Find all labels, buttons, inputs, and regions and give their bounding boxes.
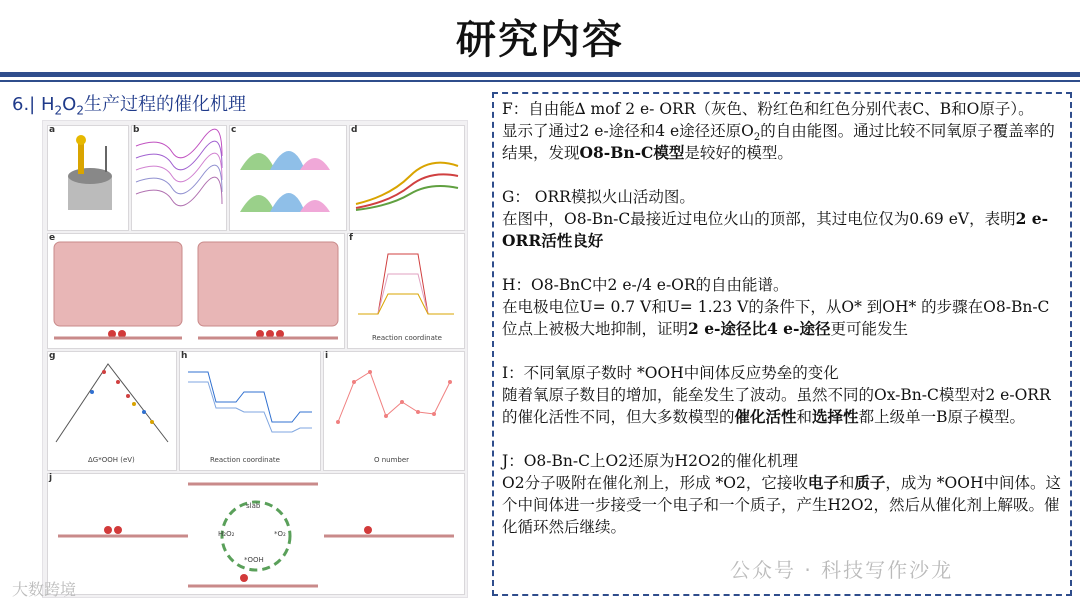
j-h2o2: H₂O₂	[218, 530, 235, 538]
h-line2: 在电极电位U= 0.7 V和U= 1.23 V的条件下，从O* 到OH* 的步骤在O8-Bn-C位点上被极大地抑制，证明	[502, 298, 1050, 338]
i-bold1: 催化活性	[734, 407, 797, 426]
f-bold: O8-Bn-C模型	[579, 143, 685, 162]
title-rule-thin	[0, 80, 1080, 82]
f-line2b: 的自由能图。通过比较不同氧原子覆盖率的结果，发现	[502, 122, 1055, 162]
label-g: g	[49, 351, 56, 361]
volcano-plot	[48, 352, 176, 452]
j-slab: slab	[246, 502, 261, 510]
raman-curves	[132, 126, 226, 216]
explanation-box	[492, 92, 1072, 596]
section-heading	[12, 90, 246, 118]
j-line2b: ，成为 *OOH中间体。这个中间体进一步接受一个电子和一个质子，产生H2O2，然后从催化剂上解吸。催化循环然后继续。	[502, 474, 1061, 536]
f-line2c: 是较好的模型。	[684, 144, 793, 162]
label-j: j	[49, 473, 53, 483]
para-f: F：自由能∆ mof 2 e- ORR（灰色、粉红色和红色分别代表C、B和O原子）。 显示了通过2 e-途径和4 e途径还原$O_2$的自由能图。通过比较不同氧原子覆盖率的结果，发现O8-Bn-C模型是较好的模型。	[502, 100, 1055, 162]
i-and: 和	[796, 408, 813, 426]
h-line2b: 更可能发生	[830, 320, 908, 338]
heading-text: 生产过程的催化机理	[83, 94, 246, 115]
panel-e-structures	[47, 233, 345, 349]
lattice-structures	[48, 234, 344, 348]
figure-panel-composite	[42, 120, 468, 598]
g-line2: 在图中，O8-Bn-C最接近过电位火山的顶部，其过电位仅为0.69 eV，表明	[502, 210, 1016, 228]
panel-a-setup	[47, 125, 129, 231]
page-title: 研究内容	[456, 17, 624, 63]
panel-h-free-energy	[179, 351, 321, 471]
j-ooh: *OOH	[244, 556, 264, 564]
label-h: h	[181, 351, 188, 361]
title-rule-thick	[0, 72, 1080, 77]
f-line2a: 显示了通过2 e-途径和4 e途径还原O	[502, 122, 754, 140]
catalytic-cycle	[48, 474, 464, 594]
panel-f-free-energy	[347, 233, 465, 349]
para-i	[502, 362, 1062, 428]
h-line1: H：O8-BnC中2 e-/4 e-OR的自由能谱。	[502, 276, 789, 294]
g-line1: G： ORR模拟火山活动图。	[502, 188, 695, 206]
h-bold: 2 e-途径比4 e-途径	[688, 319, 831, 338]
para-j	[502, 450, 1062, 538]
heading-h: H	[40, 94, 55, 115]
watermark-right: 公众号 · 科技写作沙龙	[730, 558, 954, 582]
watermark-left: 大数跨境	[12, 580, 77, 599]
i-bold2: 选择性	[812, 407, 859, 426]
free-energy-diagram	[348, 234, 464, 334]
label-c: c	[231, 125, 237, 135]
heading-sub1: 2	[54, 103, 63, 118]
setup-illustration	[48, 126, 128, 230]
g-xlabel: ΔG*OOH (eV)	[88, 456, 135, 464]
heading-o: O	[62, 94, 77, 115]
f-xlabel: Reaction coordinate	[372, 334, 442, 342]
barrier-plot	[324, 352, 464, 452]
j-line2: O2分子吸附在催化剂上，形成 *O2，它接收	[502, 474, 808, 492]
panel-i-barrier	[323, 351, 465, 471]
i-line2b: 都上级单一B原子模型。	[858, 408, 1025, 426]
panel-d-tpd	[349, 125, 465, 231]
j-o2: *O₂	[274, 530, 286, 538]
i-line2: 随着氧原子数目的增加，能垒发生了波动。虽然不同的Ox-Bn-C模型对2 e-ORR的催化活性不同，但大多数模型的	[502, 386, 1051, 426]
label-f: f	[349, 233, 353, 243]
heading-sub2: 2	[76, 103, 84, 118]
label-d: d	[351, 125, 358, 135]
i-xlabel: O number	[374, 456, 410, 464]
para-g	[502, 186, 1062, 252]
f-line1: F：自由能∆ mof 2 e- ORR（灰色、粉红色和红色分别代表C、B和O原子）。	[502, 100, 1034, 118]
i-line1: I：不同氧原子数时 *OOH中间体反应势垒的变化	[502, 364, 839, 382]
j-line1: J：O8-Bn-C上O2还原为H2O2的催化机理	[502, 452, 799, 470]
label-e: e	[49, 233, 56, 243]
j-bold1: 电子	[807, 473, 839, 492]
panel-b-raman	[131, 125, 227, 231]
section-number: 6.|	[12, 94, 36, 115]
tpd-curves	[350, 126, 464, 216]
panel-c-raman-fit	[229, 125, 347, 231]
free-energy-profile	[180, 352, 320, 452]
label-b: b	[133, 125, 140, 135]
g-bold: 2 e-ORR活性良好	[502, 209, 1049, 250]
label-a: a	[49, 125, 56, 135]
panel-j-mechanism	[47, 473, 465, 595]
h-xlabel: Reaction coordinate	[210, 456, 280, 464]
para-h	[502, 274, 1062, 340]
j-bold2: 质子	[854, 473, 886, 492]
raman-fit-peaks	[230, 126, 346, 216]
label-i: i	[325, 351, 329, 361]
j-and: 和	[838, 474, 855, 492]
panel-g-volcano	[47, 351, 177, 471]
